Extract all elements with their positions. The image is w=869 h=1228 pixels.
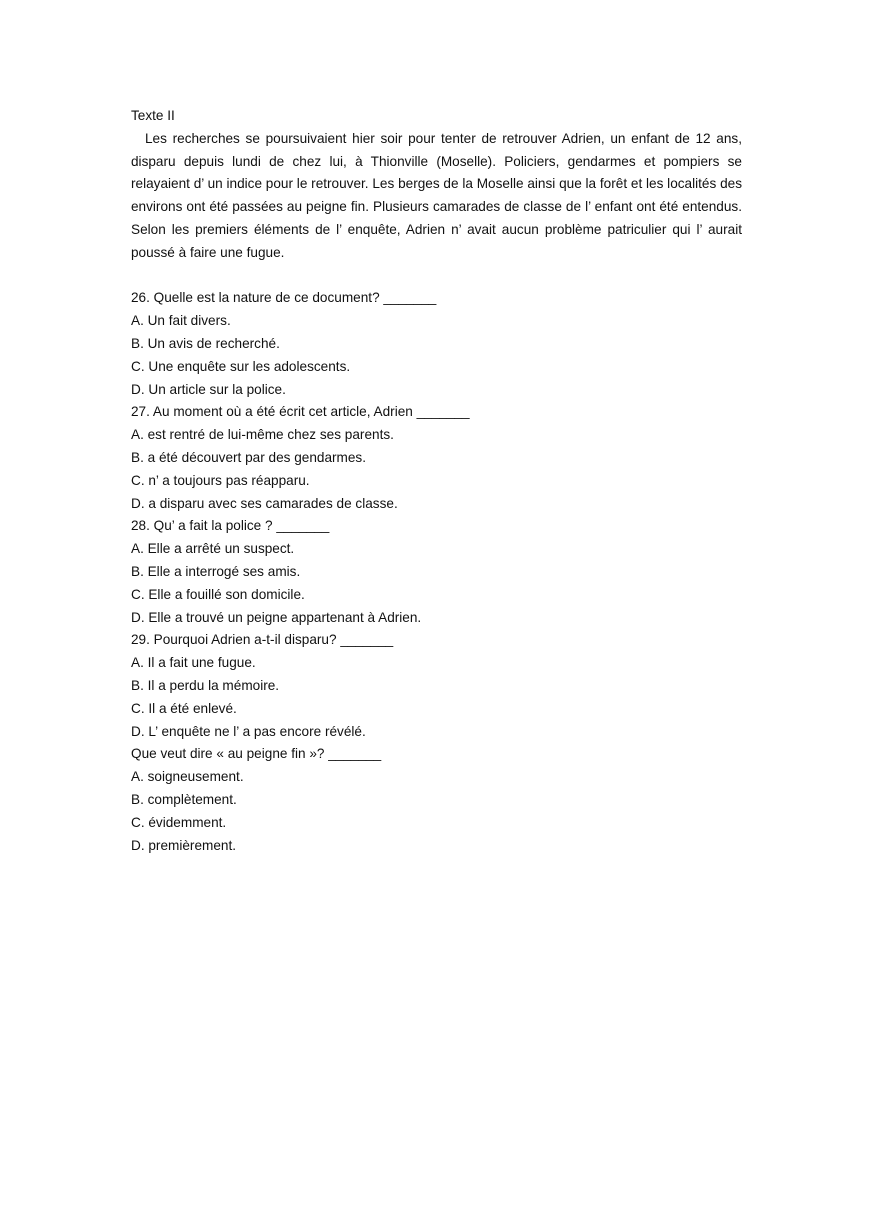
question-stem: 26. Quelle est la nature de ce document? _______ (131, 290, 437, 306)
option-a: A. Il a fait une fugue. (131, 655, 256, 671)
option-c: C. Elle a fouillé son domicile. (131, 586, 305, 602)
option-b: B. a été découvert par des gendarmes. (131, 449, 367, 465)
option-c: C. Il a été enlevé. (131, 700, 237, 716)
option-a: A. Un fait divers. (131, 313, 231, 329)
option-d: D. Elle a trouvé un peigne appartenant à Adrien. (131, 609, 422, 625)
option-a: A. est rentré de lui-même chez ses parents. (131, 427, 394, 443)
question-stem: Que veut dire « au peigne fin »? _______ (131, 746, 382, 762)
question-29 (131, 629, 742, 743)
option-c: C. Une enquête sur les adolescents. (131, 358, 351, 374)
option-b: B. Il a perdu la mémoire. (131, 677, 280, 693)
option-b: B. Un avis de recherché. (131, 335, 280, 351)
section-spacer (131, 265, 742, 288)
question-26 (131, 287, 742, 401)
text-title: Texte II (131, 108, 175, 123)
option-d: D. a disparu avec ses camarades de classe. (131, 495, 398, 511)
option-b: B. Elle a interrogé ses amis. (131, 563, 301, 579)
question-30 (131, 743, 742, 857)
document-content (131, 105, 746, 857)
option-d: D. Un article sur la police. (131, 381, 286, 397)
question-stem: 29. Pourquoi Adrien a-t-il disparu? _______ (131, 632, 394, 648)
option-a: A. Elle a arrêté un suspect. (131, 541, 295, 557)
question-stem: 27. Au moment où a été écrit cet article, Adrien _______ (131, 404, 470, 420)
option-d: D. L’ enquête ne l’ a pas encore révélé. (131, 723, 366, 739)
passage-paragraph: Les recherches se poursuivaient hier soir pour tenter de retrouver Adrien, un enfant de 12 ans, disparu depuis lundi de chez lui, à Thionville (Moselle). Policiers, gendarmes et pompiers se relayaient d’ un indice pour le retrouver. Les berges de la Moselle ainsi que la forêt et les localités des environs ont été passées au peigne fin. Plusieurs camarades de classe de l’ enfant ont été entendus. Selon les premiers éléments de l’ enquête, Adrien n’ avait aucun problème patriculier qui l’ aurait poussé à faire une fugue. (131, 130, 746, 260)
option-a: A. soigneusement. (131, 769, 244, 785)
option-d: D. premièrement. (131, 837, 237, 853)
option-b: B. complètement. (131, 791, 237, 807)
question-28 (131, 515, 742, 629)
question-27 (131, 401, 742, 515)
option-c: C. évidemment. (131, 814, 227, 830)
question-stem: 28. Qu’ a fait la police ? _______ (131, 518, 330, 534)
option-c: C. n’ a toujours pas réapparu. (131, 472, 310, 488)
